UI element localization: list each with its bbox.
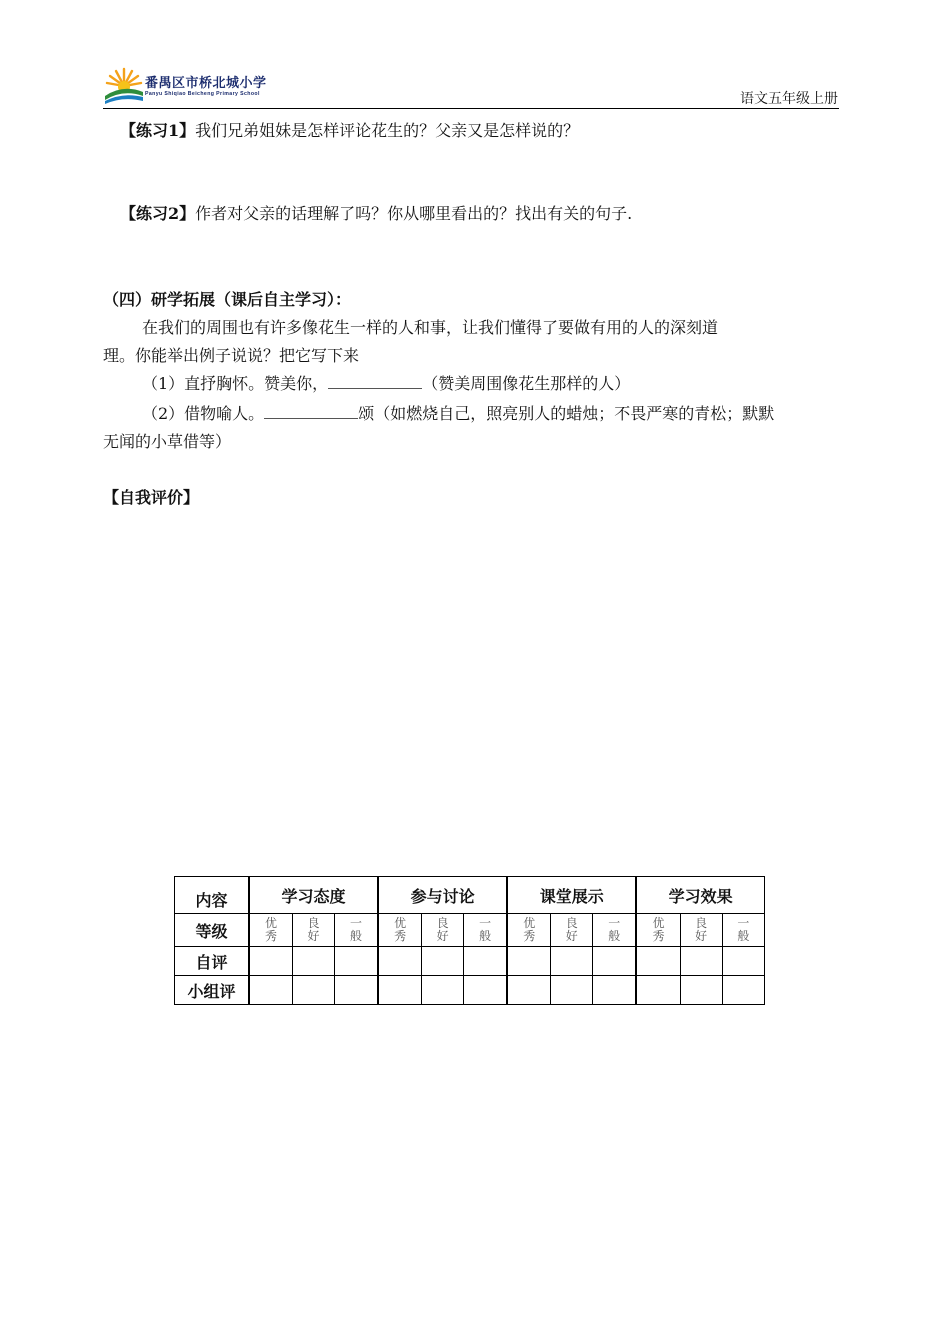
- table-cell[interactable]: [680, 976, 722, 1005]
- grade-row: [175, 914, 765, 947]
- grade-excellent: 优 秀: [636, 914, 680, 947]
- table-header-row: [175, 877, 765, 914]
- exercise-2-label: 【练习2】: [120, 204, 196, 223]
- table-cell[interactable]: [378, 947, 422, 976]
- item-2-blank[interactable]: [264, 404, 358, 419]
- grade-average: 一 般: [335, 914, 379, 947]
- grade-row-label: 等级: [175, 914, 250, 947]
- category-attitude: 学习态度: [249, 877, 378, 914]
- item-2-prefix: （2）借物喻人。: [142, 404, 265, 423]
- table-cell[interactable]: [636, 976, 680, 1005]
- table-cell[interactable]: [335, 947, 379, 976]
- grade-excellent: 优 秀: [378, 914, 422, 947]
- school-name: 番禺区市桥北城小学: [145, 76, 267, 91]
- table-cell[interactable]: [464, 976, 508, 1005]
- item-2-suffix: 颂（如燃烧自己，照亮别人的蜡烛；不畏严寒的青松；默默: [358, 404, 775, 423]
- grade-good: 良 好: [680, 914, 722, 947]
- table-cell[interactable]: [249, 976, 293, 1005]
- grade-average: 一 般: [593, 914, 637, 947]
- table-cell[interactable]: [249, 947, 293, 976]
- self-eval-label: 自评: [175, 947, 250, 976]
- evaluation-table: [174, 876, 765, 1005]
- table-cell[interactable]: [378, 976, 422, 1005]
- table-cell[interactable]: [507, 947, 551, 976]
- header-divider: [103, 108, 839, 109]
- category-presentation: 课堂展示: [507, 877, 636, 914]
- section-4-item-2-continued: 无闻的小草借等）: [103, 432, 232, 451]
- group-eval-label: 小组评: [175, 976, 250, 1005]
- table-cell[interactable]: [293, 947, 335, 976]
- table-cell[interactable]: [593, 947, 637, 976]
- table-cell[interactable]: [422, 976, 464, 1005]
- category-effect: 学习效果: [636, 877, 764, 914]
- category-discussion: 参与讨论: [378, 877, 507, 914]
- table-cell[interactable]: [593, 976, 637, 1005]
- grade-excellent: 优 秀: [507, 914, 551, 947]
- table-cell[interactable]: [722, 976, 764, 1005]
- section-4-item-2: [142, 404, 774, 424]
- section-4-title: （四）研学拓展（课后自主学习）：: [103, 290, 352, 309]
- exercise-1-text: 我们兄弟姐妹是怎样评论花生的？父亲又是怎样说的？: [195, 121, 580, 140]
- table-cell[interactable]: [464, 947, 508, 976]
- exercise-2-text: 作者对父亲的话理解了吗？你从哪里看出的？找出有关的句子.: [195, 204, 633, 223]
- grade-good: 良 好: [422, 914, 464, 947]
- grade-good: 良 好: [293, 914, 335, 947]
- table-cell[interactable]: [507, 976, 551, 1005]
- self-evaluation-title: 【自我评价】: [103, 488, 200, 507]
- exercise-2: [120, 204, 632, 224]
- item-1-suffix: （赞美周围像花生那样的人）: [422, 374, 631, 393]
- grade-excellent: 优 秀: [249, 914, 293, 947]
- table-cell[interactable]: [680, 947, 722, 976]
- school-name-english: Panyu Shiqiao Beicheng Primary School: [145, 91, 260, 97]
- table-cell[interactable]: [722, 947, 764, 976]
- section-4-paragraph-line-1: 在我们的周围也有许多像花生一样的人和事，让我们懂得了要做有用的人的深刻道: [142, 318, 719, 337]
- grade-average: 一 般: [464, 914, 508, 947]
- table-cell[interactable]: [422, 947, 464, 976]
- group-eval-row: [175, 976, 765, 1005]
- exercise-1-label: 【练习1】: [120, 121, 196, 140]
- item-1-blank[interactable]: [328, 374, 422, 389]
- grade-label: 语文五年级上册: [740, 91, 838, 107]
- item-1-prefix: （1）直抒胸怀。赞美你，: [142, 374, 329, 393]
- exercise-1: [120, 121, 579, 141]
- self-eval-row: [175, 947, 765, 976]
- table-cell[interactable]: [551, 976, 593, 1005]
- grade-good: 良 好: [551, 914, 593, 947]
- sun-logo-icon: [103, 66, 145, 106]
- table-cell[interactable]: [293, 976, 335, 1005]
- table-cell[interactable]: [335, 976, 379, 1005]
- corner-label: 内容: [175, 877, 250, 914]
- table-cell[interactable]: [636, 947, 680, 976]
- section-4-paragraph-line-2: 理。你能举出例子说说？把它写下来: [103, 346, 360, 365]
- table-cell[interactable]: [551, 947, 593, 976]
- school-logo: [103, 66, 273, 106]
- grade-average: 一 般: [722, 914, 764, 947]
- section-4-item-1: [142, 374, 630, 394]
